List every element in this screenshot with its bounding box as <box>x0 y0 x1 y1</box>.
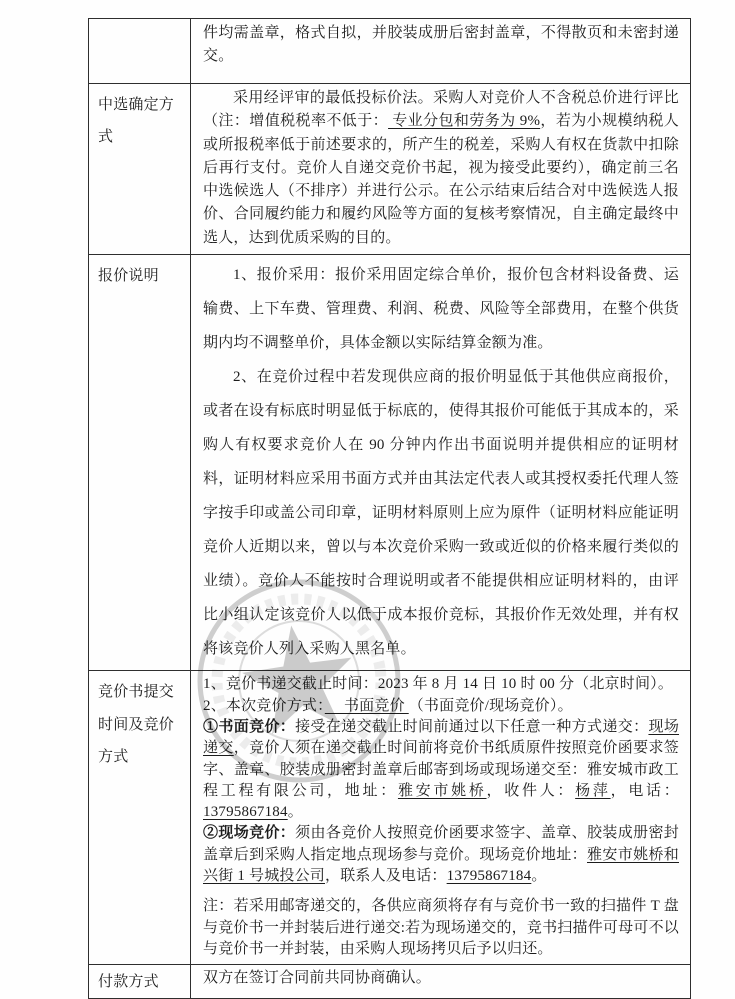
paragraph <box>203 717 679 823</box>
text-segment: 2、本次竞价方式： <box>203 697 325 714</box>
row-label: 竞价书提交时间及竞价方式 <box>89 671 191 965</box>
text-segment: ，收件人： <box>486 782 576 799</box>
text-segment: 注：若采用邮寄递交的，各供应商须将存有与竞价书一致的扫描件 T 盘与竞价书一并封装后进行递交:若为现场递交的，竞书扫描件可母可不以与竞价书一并封装，由采购人现场拷贝后予以归还。 <box>203 898 679 957</box>
text-segment: 。 <box>531 867 547 884</box>
text-segment: ②现场竞价： <box>203 825 296 842</box>
table-body <box>89 19 691 999</box>
text-segment: 2、在竞价过程中若发现供应商的报价明显低于其他供应商报价，或者在设有标底时明显低于标底的，使得其报价可能低于其成本的，采购人有权要求竞价人在 90 分钟内作出书面说明并提供相应的证明材料，证明材料应采用书面方式并由其法定代表人或其授权委托代理人签字按手印或盖公司印章，证明材料原则上应为原件（证明材料应能证明竞价人近期以来，曾以与本次竞价采购一致或近似的价格来履行类似的业绩）。竞价人不能按时合理说明或者不能提供相应证明材料的，由评比小组认定该竞价人以低于成本报价竞标，其报价作无效处理，并有权将该竞价人列入采购人黑名单。 <box>203 368 679 658</box>
paragraph <box>203 896 679 960</box>
paragraph <box>203 22 679 69</box>
row-label <box>89 19 191 84</box>
text-segment: 采用经评审的最低投标价法。采购人对竞价人不含税总价进行评比（注：增值税税率不低于： <box>203 90 679 130</box>
text-segment: 1、报价采用：报价采用固定综合单价，报价包含材料设备费、运输费、上下车费、管理费、利润、税费、风险等全部费用，在整个供货期内均不调整单价，具体金额以实际结算金额为准。 <box>203 266 679 351</box>
row-content <box>191 19 691 84</box>
text-segment: 13795867184 <box>446 867 532 884</box>
table-row <box>89 84 691 255</box>
paragraph <box>203 696 679 717</box>
paragraph <box>203 968 679 990</box>
text-segment: ①书面竞价： <box>203 718 296 735</box>
paragraph <box>203 360 679 666</box>
row-label: 报价说明 <box>89 254 191 671</box>
text-segment: 接受在递交截止时间前通过以下任意一种方式递交： <box>295 718 649 735</box>
text-segment: 雅安市姚桥和兴街 1 号城投公司 <box>203 846 679 884</box>
text-segment: 。 <box>287 804 303 821</box>
text-segment: ，电话： <box>610 782 679 799</box>
text-segment: （书面竞价/现场竞价）。 <box>408 697 573 714</box>
row-content <box>191 84 691 255</box>
text-segment: 13795867184 <box>203 804 288 821</box>
text-segment: ，竞价人须在递交截止时间前将竞价书纸质原件按照竞价函要求签字、盖章、胶装成册密封盖章后邮寄到场或现场递交至：雅安城市政工程工程有限公司，地址： <box>203 740 679 799</box>
text-segment: 书面竞价 <box>324 697 409 714</box>
text-segment: 1、竞价书递交截止时间：2023 年 8 月 14 日 10 时 00 分（北京时间）。 <box>203 676 674 693</box>
procurement-terms-table <box>88 18 691 999</box>
row-content <box>191 671 691 965</box>
table-row <box>89 254 691 671</box>
row-content <box>191 254 691 671</box>
text-segment: 须由各竞价人按照竞价函要求签字、盖章、胶装成册密封盖章后到采购人指定地点现场参与竞价。现场竞价地址： <box>203 825 679 863</box>
table-row <box>89 965 691 999</box>
text-segment: 雅安市姚桥 <box>397 782 487 799</box>
text-segment: ，联系人及电话： <box>325 867 447 884</box>
table-row <box>89 19 691 84</box>
text-segment: ，若为小规模纳税人或所报税率低于前述要求的，所产生的税差，采购人有权在货款中扣除后再行支付。竞价人自递交竞价书起，视为接受此要约），确定前三名中选候选人（不排序）并进行公示。在公示结束后结合对中选候选人报价、合同履约能力和履约风险等方面的复核考察情况，自主确定最终中选人，达到优质采购的目的。 <box>203 113 679 246</box>
row-label: 中选确定方式 <box>89 84 191 255</box>
table-row <box>89 671 691 965</box>
row-label: 付款方式 <box>89 965 191 999</box>
paragraph <box>203 674 679 695</box>
text-segment: 现场递交 <box>203 718 680 757</box>
text-segment: 杨萍 <box>575 782 611 799</box>
row-content <box>191 965 691 999</box>
paragraph <box>203 87 679 250</box>
paragraph <box>203 258 679 360</box>
text-segment: 双方在签订合同前共同协商确认。 <box>203 970 432 987</box>
text-segment: 件均需盖章，格式自拟，并胶装成册后密封盖章，不得散页和未密封递交。 <box>203 25 679 65</box>
text-segment: 专业分包和劳务为 9% <box>388 113 541 130</box>
paragraph <box>203 823 679 887</box>
